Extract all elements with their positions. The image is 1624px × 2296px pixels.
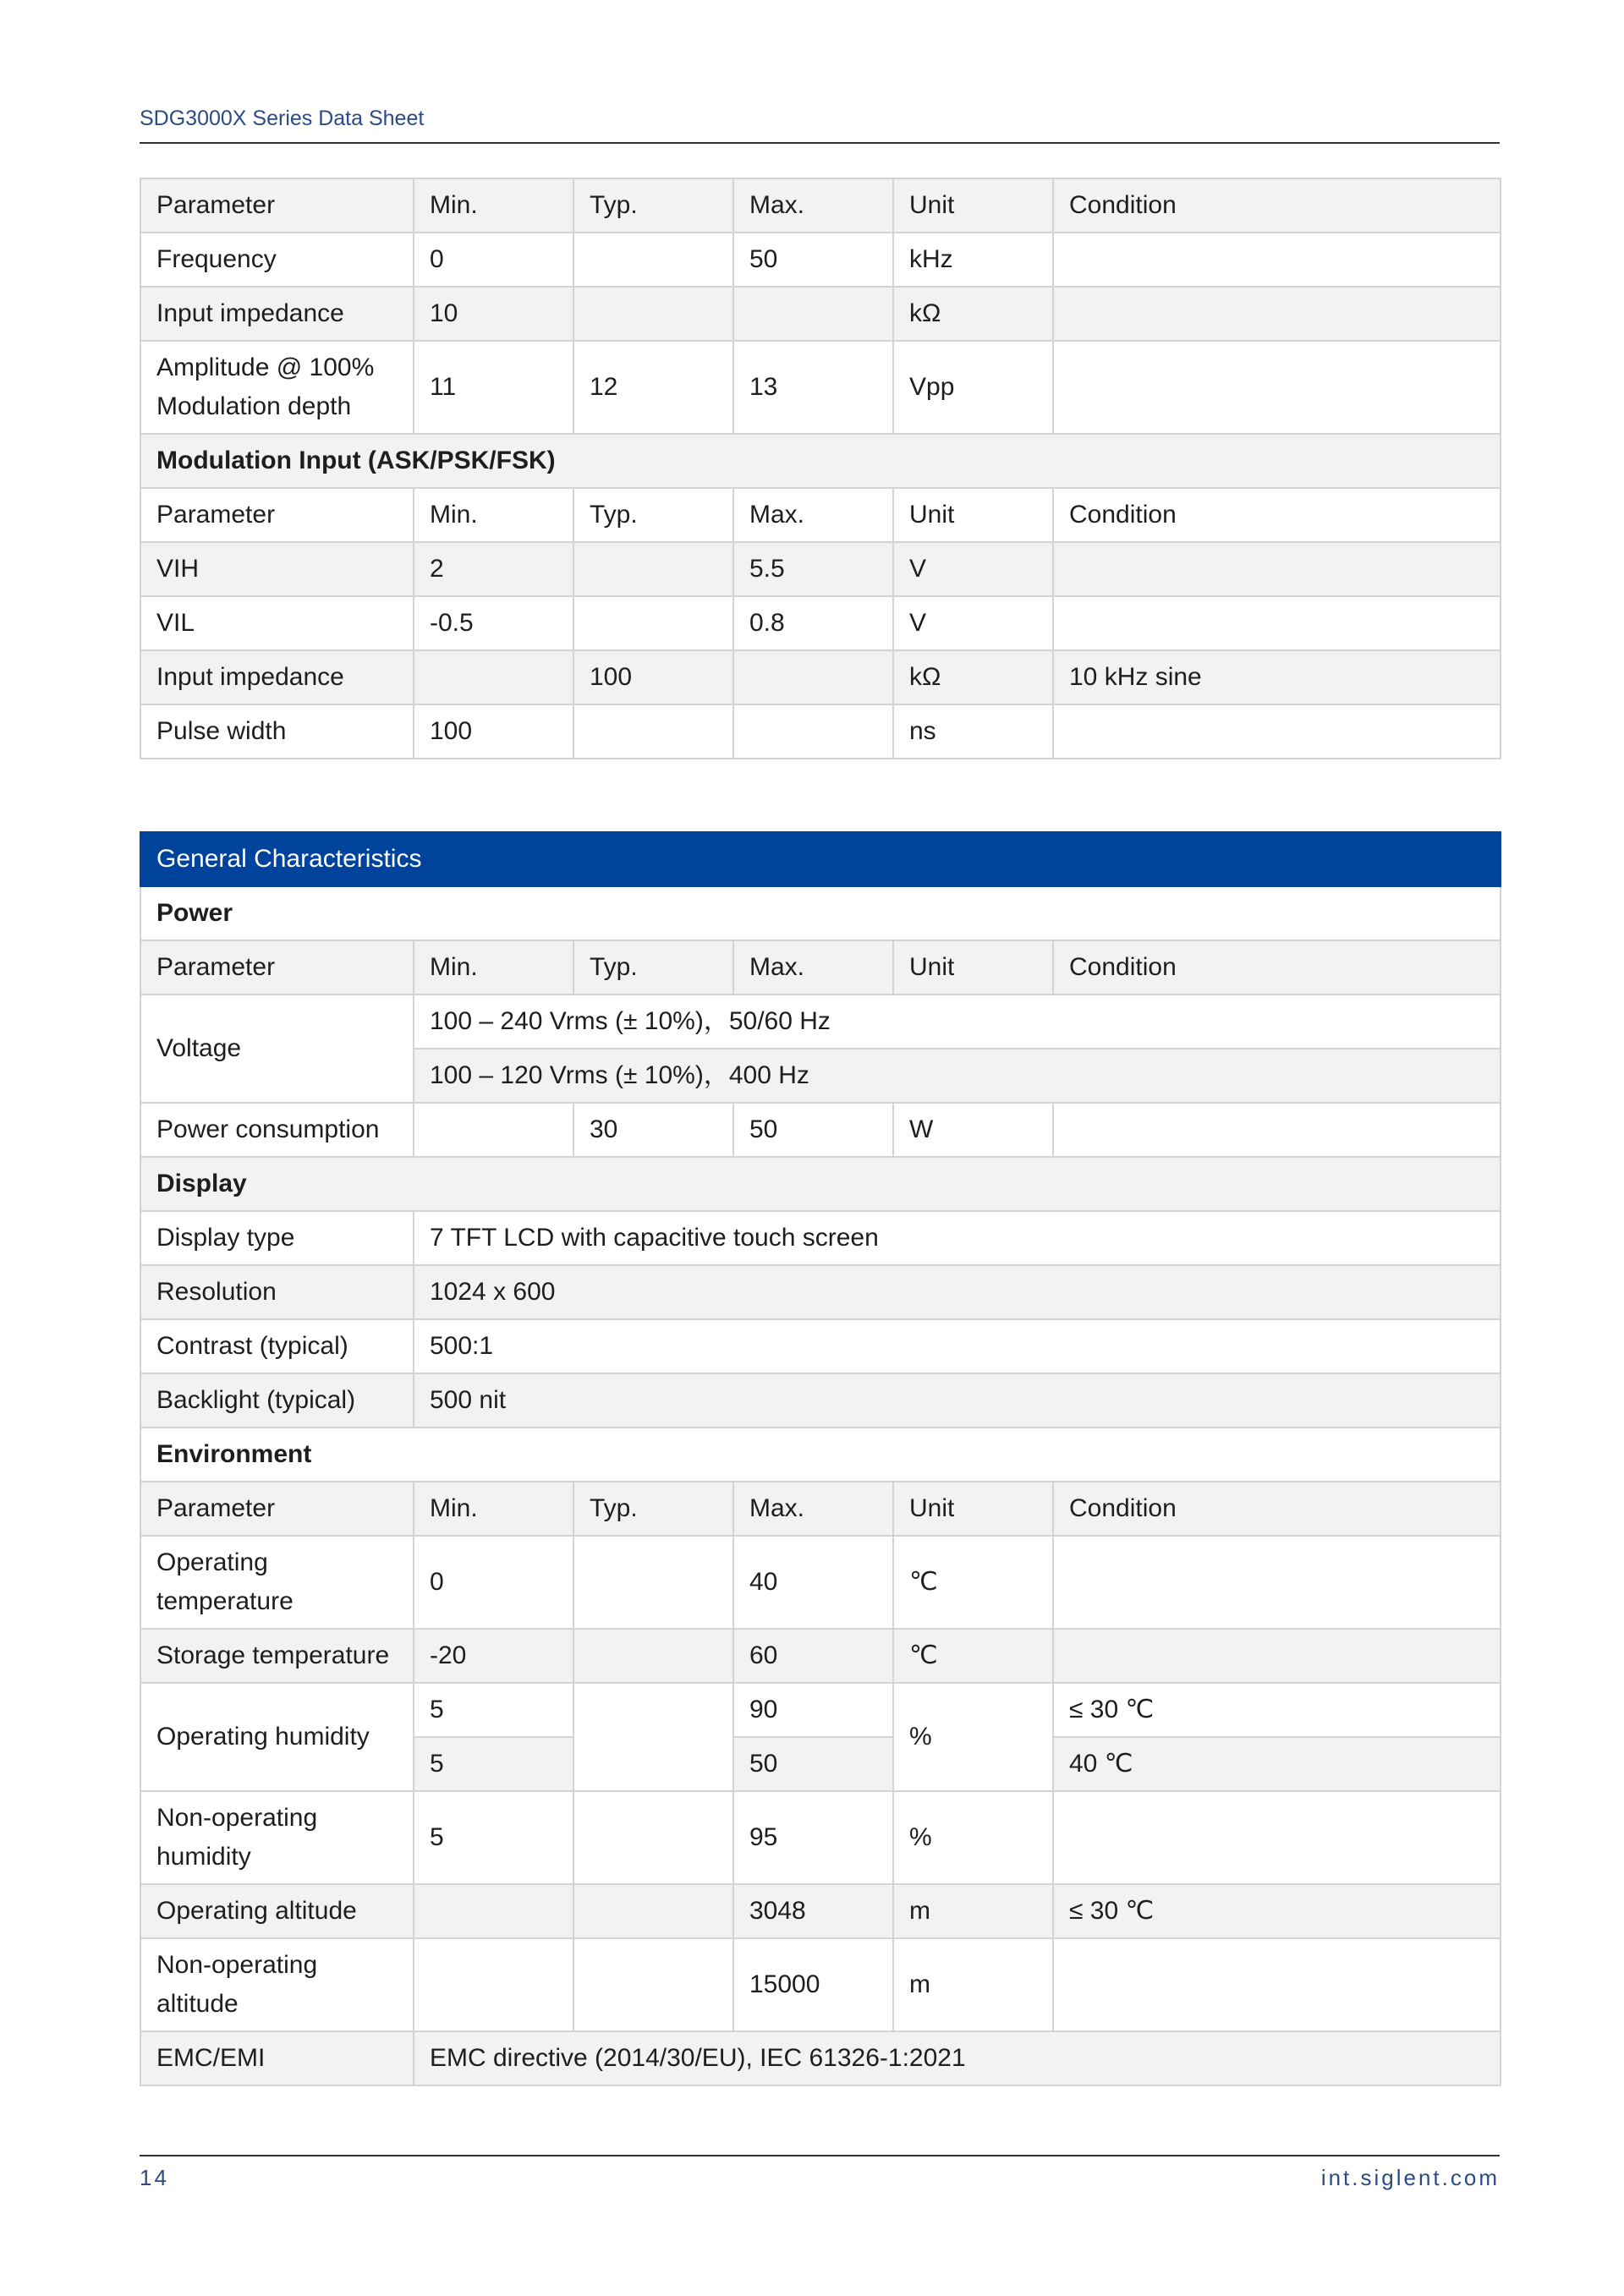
table-row bbox=[140, 1791, 1501, 1884]
value-cell: 7 TFT LCD with capacitive touch screen bbox=[414, 1211, 1501, 1265]
unit-cell: W bbox=[893, 1103, 1053, 1157]
typ-cell bbox=[573, 542, 733, 596]
value-cell: 500:1 bbox=[414, 1319, 1501, 1373]
max-cell: 60 bbox=[733, 1629, 893, 1683]
min-cell: 5 bbox=[414, 1791, 573, 1884]
table-row bbox=[140, 1884, 1501, 1938]
param-cell: Voltage bbox=[140, 995, 414, 1103]
header-rule bbox=[140, 142, 1500, 144]
condition-cell bbox=[1053, 1791, 1501, 1884]
value-cell: 1024 x 600 bbox=[414, 1265, 1501, 1319]
min-cell bbox=[414, 1938, 573, 2031]
unit-cell: V bbox=[893, 542, 1053, 596]
typ-cell bbox=[573, 287, 733, 341]
min-cell bbox=[414, 1103, 573, 1157]
section-row bbox=[140, 886, 1501, 940]
typ-cell: 100 bbox=[573, 650, 733, 704]
typ-cell bbox=[573, 233, 733, 287]
typ-cell bbox=[573, 1683, 733, 1791]
min-cell: -0.5 bbox=[414, 596, 573, 650]
col-max: Max. bbox=[733, 940, 893, 995]
table-row bbox=[140, 1683, 1501, 1737]
param-cell: Power consumption bbox=[140, 1103, 414, 1157]
table-row bbox=[140, 1629, 1501, 1683]
unit-cell: ℃ bbox=[893, 1536, 1053, 1629]
typ-cell bbox=[573, 704, 733, 759]
param-cell: Amplitude @ 100% Modulation depth bbox=[140, 341, 414, 434]
table-row bbox=[140, 995, 1501, 1049]
page-number: 14 bbox=[140, 2165, 169, 2190]
value-cell: 100 – 120 Vrms (± 10%)，400 Hz bbox=[414, 1049, 1501, 1103]
section-title-power: Power bbox=[140, 886, 1501, 940]
typ-cell: 30 bbox=[573, 1103, 733, 1157]
param-cell: Pulse width bbox=[140, 704, 414, 759]
value-cell: 100 – 240 Vrms (± 10%)，50/60 Hz bbox=[414, 995, 1501, 1049]
col-min: Min. bbox=[414, 1482, 573, 1536]
condition-cell bbox=[1053, 1103, 1501, 1157]
col-condition: Condition bbox=[1053, 178, 1501, 233]
col-condition: Condition bbox=[1053, 940, 1501, 995]
condition-cell bbox=[1053, 233, 1501, 287]
min-cell: 5 bbox=[414, 1683, 573, 1737]
typ-cell: 12 bbox=[573, 341, 733, 434]
max-cell: 50 bbox=[733, 233, 893, 287]
max-cell: 15000 bbox=[733, 1938, 893, 2031]
unit-cell: kΩ bbox=[893, 650, 1053, 704]
min-cell: 100 bbox=[414, 704, 573, 759]
param-cell: Input impedance bbox=[140, 287, 414, 341]
condition-cell: 10 kHz sine bbox=[1053, 650, 1501, 704]
unit-cell: % bbox=[893, 1683, 1053, 1791]
section-row bbox=[140, 434, 1501, 488]
typ-cell bbox=[573, 1629, 733, 1683]
table-row bbox=[140, 704, 1501, 759]
condition-cell bbox=[1053, 596, 1501, 650]
col-max: Max. bbox=[733, 488, 893, 542]
table-header-row bbox=[140, 1482, 1501, 1536]
min-cell: 11 bbox=[414, 341, 573, 434]
min-cell: -20 bbox=[414, 1629, 573, 1683]
col-unit: Unit bbox=[893, 940, 1053, 995]
max-cell: 95 bbox=[733, 1791, 893, 1884]
max-cell: 3048 bbox=[733, 1884, 893, 1938]
param-cell: VIH bbox=[140, 542, 414, 596]
table-header-row bbox=[140, 178, 1501, 233]
param-cell: EMC/EMI bbox=[140, 2031, 414, 2085]
unit-cell: kHz bbox=[893, 233, 1053, 287]
max-cell: 40 bbox=[733, 1536, 893, 1629]
param-cell: Storage temperature bbox=[140, 1629, 414, 1683]
param-cell: Non-operating humidity bbox=[140, 1791, 414, 1884]
modulation-spec-table bbox=[140, 178, 1501, 759]
col-min: Min. bbox=[414, 488, 573, 542]
min-cell: 0 bbox=[414, 1536, 573, 1629]
param-cell: Input impedance bbox=[140, 650, 414, 704]
condition-cell bbox=[1053, 341, 1501, 434]
condition-cell bbox=[1053, 704, 1501, 759]
max-cell bbox=[733, 704, 893, 759]
col-parameter: Parameter bbox=[140, 940, 414, 995]
section-title: Modulation Input (ASK/PSK/FSK) bbox=[140, 434, 1501, 488]
max-cell: 50 bbox=[733, 1737, 893, 1791]
footer-rule bbox=[140, 2155, 1500, 2156]
unit-cell: ns bbox=[893, 704, 1053, 759]
section-title-environment: Environment bbox=[140, 1427, 1501, 1482]
table-row bbox=[140, 287, 1501, 341]
value-cell: EMC directive (2014/30/EU), IEC 61326-1:2021 bbox=[414, 2031, 1501, 2085]
col-min: Min. bbox=[414, 940, 573, 995]
table-row bbox=[140, 1373, 1501, 1427]
unit-cell: ℃ bbox=[893, 1629, 1053, 1683]
min-cell: 5 bbox=[414, 1737, 573, 1791]
min-cell bbox=[414, 650, 573, 704]
col-parameter: Parameter bbox=[140, 1482, 414, 1536]
unit-cell: kΩ bbox=[893, 287, 1053, 341]
condition-cell bbox=[1053, 542, 1501, 596]
condition-cell bbox=[1053, 1629, 1501, 1683]
max-cell: 13 bbox=[733, 341, 893, 434]
table-row bbox=[140, 542, 1501, 596]
max-cell: 5.5 bbox=[733, 542, 893, 596]
condition-cell bbox=[1053, 1938, 1501, 2031]
min-cell bbox=[414, 1884, 573, 1938]
col-typ: Typ. bbox=[573, 488, 733, 542]
general-characteristics-title: General Characteristics bbox=[140, 832, 1501, 886]
unit-cell: m bbox=[893, 1884, 1053, 1938]
col-parameter: Parameter bbox=[140, 178, 414, 233]
col-condition: Condition bbox=[1053, 488, 1501, 542]
max-cell: 90 bbox=[733, 1683, 893, 1737]
param-cell: Backlight (typical) bbox=[140, 1373, 414, 1427]
min-cell: 10 bbox=[414, 287, 573, 341]
param-cell: Operating temperature bbox=[140, 1536, 414, 1629]
condition-cell bbox=[1053, 1536, 1501, 1629]
param-cell: Contrast (typical) bbox=[140, 1319, 414, 1373]
param-cell: Operating altitude bbox=[140, 1884, 414, 1938]
col-typ: Typ. bbox=[573, 1482, 733, 1536]
footer-website: int.siglent.com bbox=[1320, 2165, 1500, 2190]
condition-cell: 40 ℃ bbox=[1053, 1737, 1501, 1791]
table-row bbox=[140, 233, 1501, 287]
col-max: Max. bbox=[733, 1482, 893, 1536]
section-title-display: Display bbox=[140, 1157, 1501, 1211]
param-cell: Operating humidity bbox=[140, 1683, 414, 1791]
typ-cell bbox=[573, 1791, 733, 1884]
max-cell bbox=[733, 650, 893, 704]
header-title: SDG3000X Series Data Sheet bbox=[140, 107, 425, 130]
condition-cell: ≤ 30 ℃ bbox=[1053, 1884, 1501, 1938]
typ-cell bbox=[573, 1536, 733, 1629]
max-cell: 50 bbox=[733, 1103, 893, 1157]
table-row bbox=[140, 1103, 1501, 1157]
condition-cell: ≤ 30 ℃ bbox=[1053, 1683, 1501, 1737]
max-cell: 0.8 bbox=[733, 596, 893, 650]
param-cell: Resolution bbox=[140, 1265, 414, 1319]
typ-cell bbox=[573, 1884, 733, 1938]
min-cell: 2 bbox=[414, 542, 573, 596]
table-row bbox=[140, 341, 1501, 434]
unit-cell: % bbox=[893, 1791, 1053, 1884]
col-max: Max. bbox=[733, 178, 893, 233]
col-min: Min. bbox=[414, 178, 573, 233]
table-row bbox=[140, 2031, 1501, 2085]
min-cell: 0 bbox=[414, 233, 573, 287]
col-unit: Unit bbox=[893, 1482, 1053, 1536]
param-cell: Display type bbox=[140, 1211, 414, 1265]
table-row bbox=[140, 1536, 1501, 1629]
unit-cell: m bbox=[893, 1938, 1053, 2031]
unit-cell: Vpp bbox=[893, 341, 1053, 434]
col-typ: Typ. bbox=[573, 178, 733, 233]
table-row bbox=[140, 1319, 1501, 1373]
general-characteristics-table bbox=[140, 831, 1501, 2086]
general-characteristics-banner bbox=[140, 832, 1501, 886]
col-unit: Unit bbox=[893, 178, 1053, 233]
typ-cell bbox=[573, 1938, 733, 2031]
param-cell: Non-operating altitude bbox=[140, 1938, 414, 2031]
table-row bbox=[140, 1938, 1501, 2031]
section-row bbox=[140, 1427, 1501, 1482]
param-cell: VIL bbox=[140, 596, 414, 650]
section-row bbox=[140, 1157, 1501, 1211]
unit-cell: V bbox=[893, 596, 1053, 650]
value-cell: 500 nit bbox=[414, 1373, 1501, 1427]
param-cell: Frequency bbox=[140, 233, 414, 287]
condition-cell bbox=[1053, 287, 1501, 341]
table-header-row bbox=[140, 488, 1501, 542]
table-row bbox=[140, 1265, 1501, 1319]
table-row bbox=[140, 1211, 1501, 1265]
typ-cell bbox=[573, 596, 733, 650]
col-typ: Typ. bbox=[573, 940, 733, 995]
table-row bbox=[140, 650, 1501, 704]
col-unit: Unit bbox=[893, 488, 1053, 542]
table-row bbox=[140, 596, 1501, 650]
table-header-row bbox=[140, 940, 1501, 995]
col-parameter: Parameter bbox=[140, 488, 414, 542]
col-condition: Condition bbox=[1053, 1482, 1501, 1536]
max-cell bbox=[733, 287, 893, 341]
